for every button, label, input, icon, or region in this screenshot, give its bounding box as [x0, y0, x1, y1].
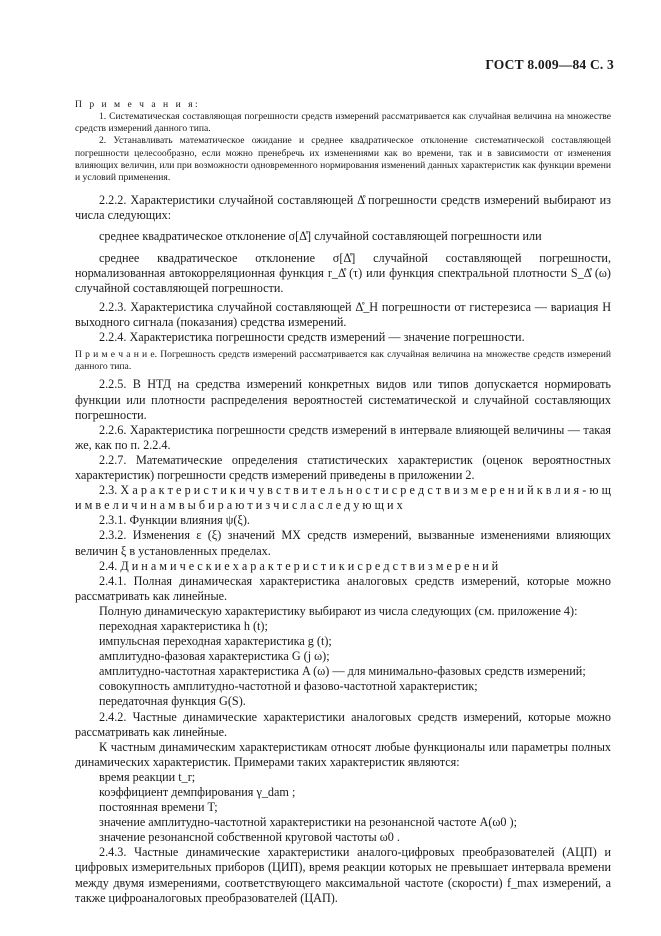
para-2-4-1-a: Полную динамическую характеристику выбирают из числа следующих (см. приложение 4): — [99, 603, 578, 618]
page-content — [75, 92, 611, 906]
para-2-2-4: 2.2.4. Характеристика погрешности средств измерений — значение погрешности. — [99, 329, 525, 344]
note-2-2-4: П р и м е ч а н и е. Погрешность средств измерений рассматривается как случайная величина на множестве средств измерений данного типа. — [75, 349, 611, 373]
para-2-2-7: 2.2.7. Математические определения статистических характеристик (оценок вероятностных характеристик) погрешности средств измерений приведены в приложении 2. — [75, 452, 611, 483]
list-2-4-1 — [75, 619, 611, 710]
list-item: значение амплитудно-частотной характеристики на резонансной частоте A(ω0 ); — [99, 815, 517, 830]
section-2-3-heading: 2.3. Х а р а к т е р и с т и к и ч у в с т в и т е л ь н о с т и с р е д с т в и з м е р е н и й к в л и я - ю щ и м в е л и ч и н а м в ы б и р а ю т и з ч и с л а с л е д у ю щ и х — [75, 483, 611, 513]
para-2-2-5: 2.2.5. В НТД на средства измерений конкретных видов или типов допускается нормировать функции или плотности распределения вероятностей систематической и случайной составляющих погрешности. — [75, 377, 611, 422]
para-2-2-2: 2.2.2. Характеристики случайной составляющей Δ̊ погрешности средств измерений выбирают из числа следующих: — [75, 193, 611, 223]
list-item: время реакции t_r; — [99, 769, 196, 784]
notes-heading: П р и м е ч а н и я: — [75, 99, 201, 110]
para-2-4-1: 2.4.1. Полная динамическая характеристика аналоговых средств измерений, которые можно рассматривать как линейные. — [75, 573, 611, 603]
list-2-4-2 — [75, 770, 611, 845]
para-2-2-6: 2.2.6. Характеристика погрешности средств измерений в интервале влияющей величины — такая же, как по п. 2.2.4. — [75, 422, 611, 452]
para-2-2-3: 2.2.3. Характеристика случайной составляющей Δ̊_H погрешности от гистерезиса — вариация H выходного сигнала (показания) средства измерений. — [75, 299, 611, 329]
para-2-3-1: 2.3.1. Функции влияния ψ(ξ). — [99, 513, 250, 528]
para-2-4-2: 2.4.2. Частные динамические характеристики аналоговых средств измерений, которые можно рассматривать как линейные. — [75, 709, 611, 739]
section-2-4-heading: 2.4. Д и н а м и ч е с к и е х а р а к т е р и с т и к и с р е д с т в и з м е р е н и й — [99, 558, 499, 573]
list-item: значение резонансной собственной круговой частоты ω0 . — [99, 830, 400, 845]
para-2-4-2-a: К частным динамическим характеристикам относят любые функционалы или параметры полных динамических характеристик. Примерами таких характеристик являются: — [75, 739, 611, 769]
list-item: передаточная функция G(S). — [99, 694, 246, 709]
page-header: ГОСТ 8.009—84 С. 3 — [485, 57, 614, 72]
note-2: 2. Устанавливать математическое ожидание и среднее квадратическое отклонение систематической составляющей погрешности целесообразно, если можно пренебречь их изменениями как во времени, так и в зависимости от изменения влияющих величин, или при возможности одновременного нормирования изменений данных характеристик как функции времени и условий применения. — [75, 135, 611, 184]
para-2-2-2-b: среднее квадратическое отклонение σ[Δ̊] случайной составляющей погрешности, нормализованная автокорреляционная функция r_Δ̊ (τ) или функция спектральной плотности S_Δ̊ (ω) случайной составляющей погрешности. — [75, 250, 611, 295]
list-item: амплитудно-частотная характеристика A (ω) — для минимально-фазовых средств измерений; — [99, 664, 586, 679]
list-item: постоянная времени T; — [99, 800, 218, 815]
para-2-2-2-a: среднее квадратическое отклонение σ[Δ̊] случайной составляющей погрешности или — [99, 229, 542, 244]
note-1: 1. Систематическая составляющая погрешности средств измерений рассматривается как случайная величина на множестве средств измерений данного типа. — [75, 111, 611, 135]
list-item: импульсная переходная характеристика g (t); — [99, 634, 332, 649]
list-item: совокупность амплитудно-частотной и фазово-частотной характеристик; — [99, 679, 478, 694]
para-2-4-3: 2.4.3. Частные динамические характеристики аналого-цифровых преобразователей (АЦП) и цифровых измерительных приборов (ЦИП), время реакции которых не превышает интервала времени между двумя измерениями, соответствующего максимальной частоте (скорости) f_max измерений, а также цифроаналоговых преобразователей (ЦАП). — [75, 845, 611, 905]
para-2-3-2: 2.3.2. Изменения ε (ξ) значений МХ средств измерений, вызванные изменениями влияющих величин ξ в установленных пределах. — [75, 528, 611, 558]
list-item: коэффициент демпфирования γ_dam ; — [99, 785, 296, 799]
list-item: переходная характеристика h (t); — [99, 618, 268, 633]
list-item: амплитудно-фазовая характеристика G (j ω); — [99, 649, 330, 664]
